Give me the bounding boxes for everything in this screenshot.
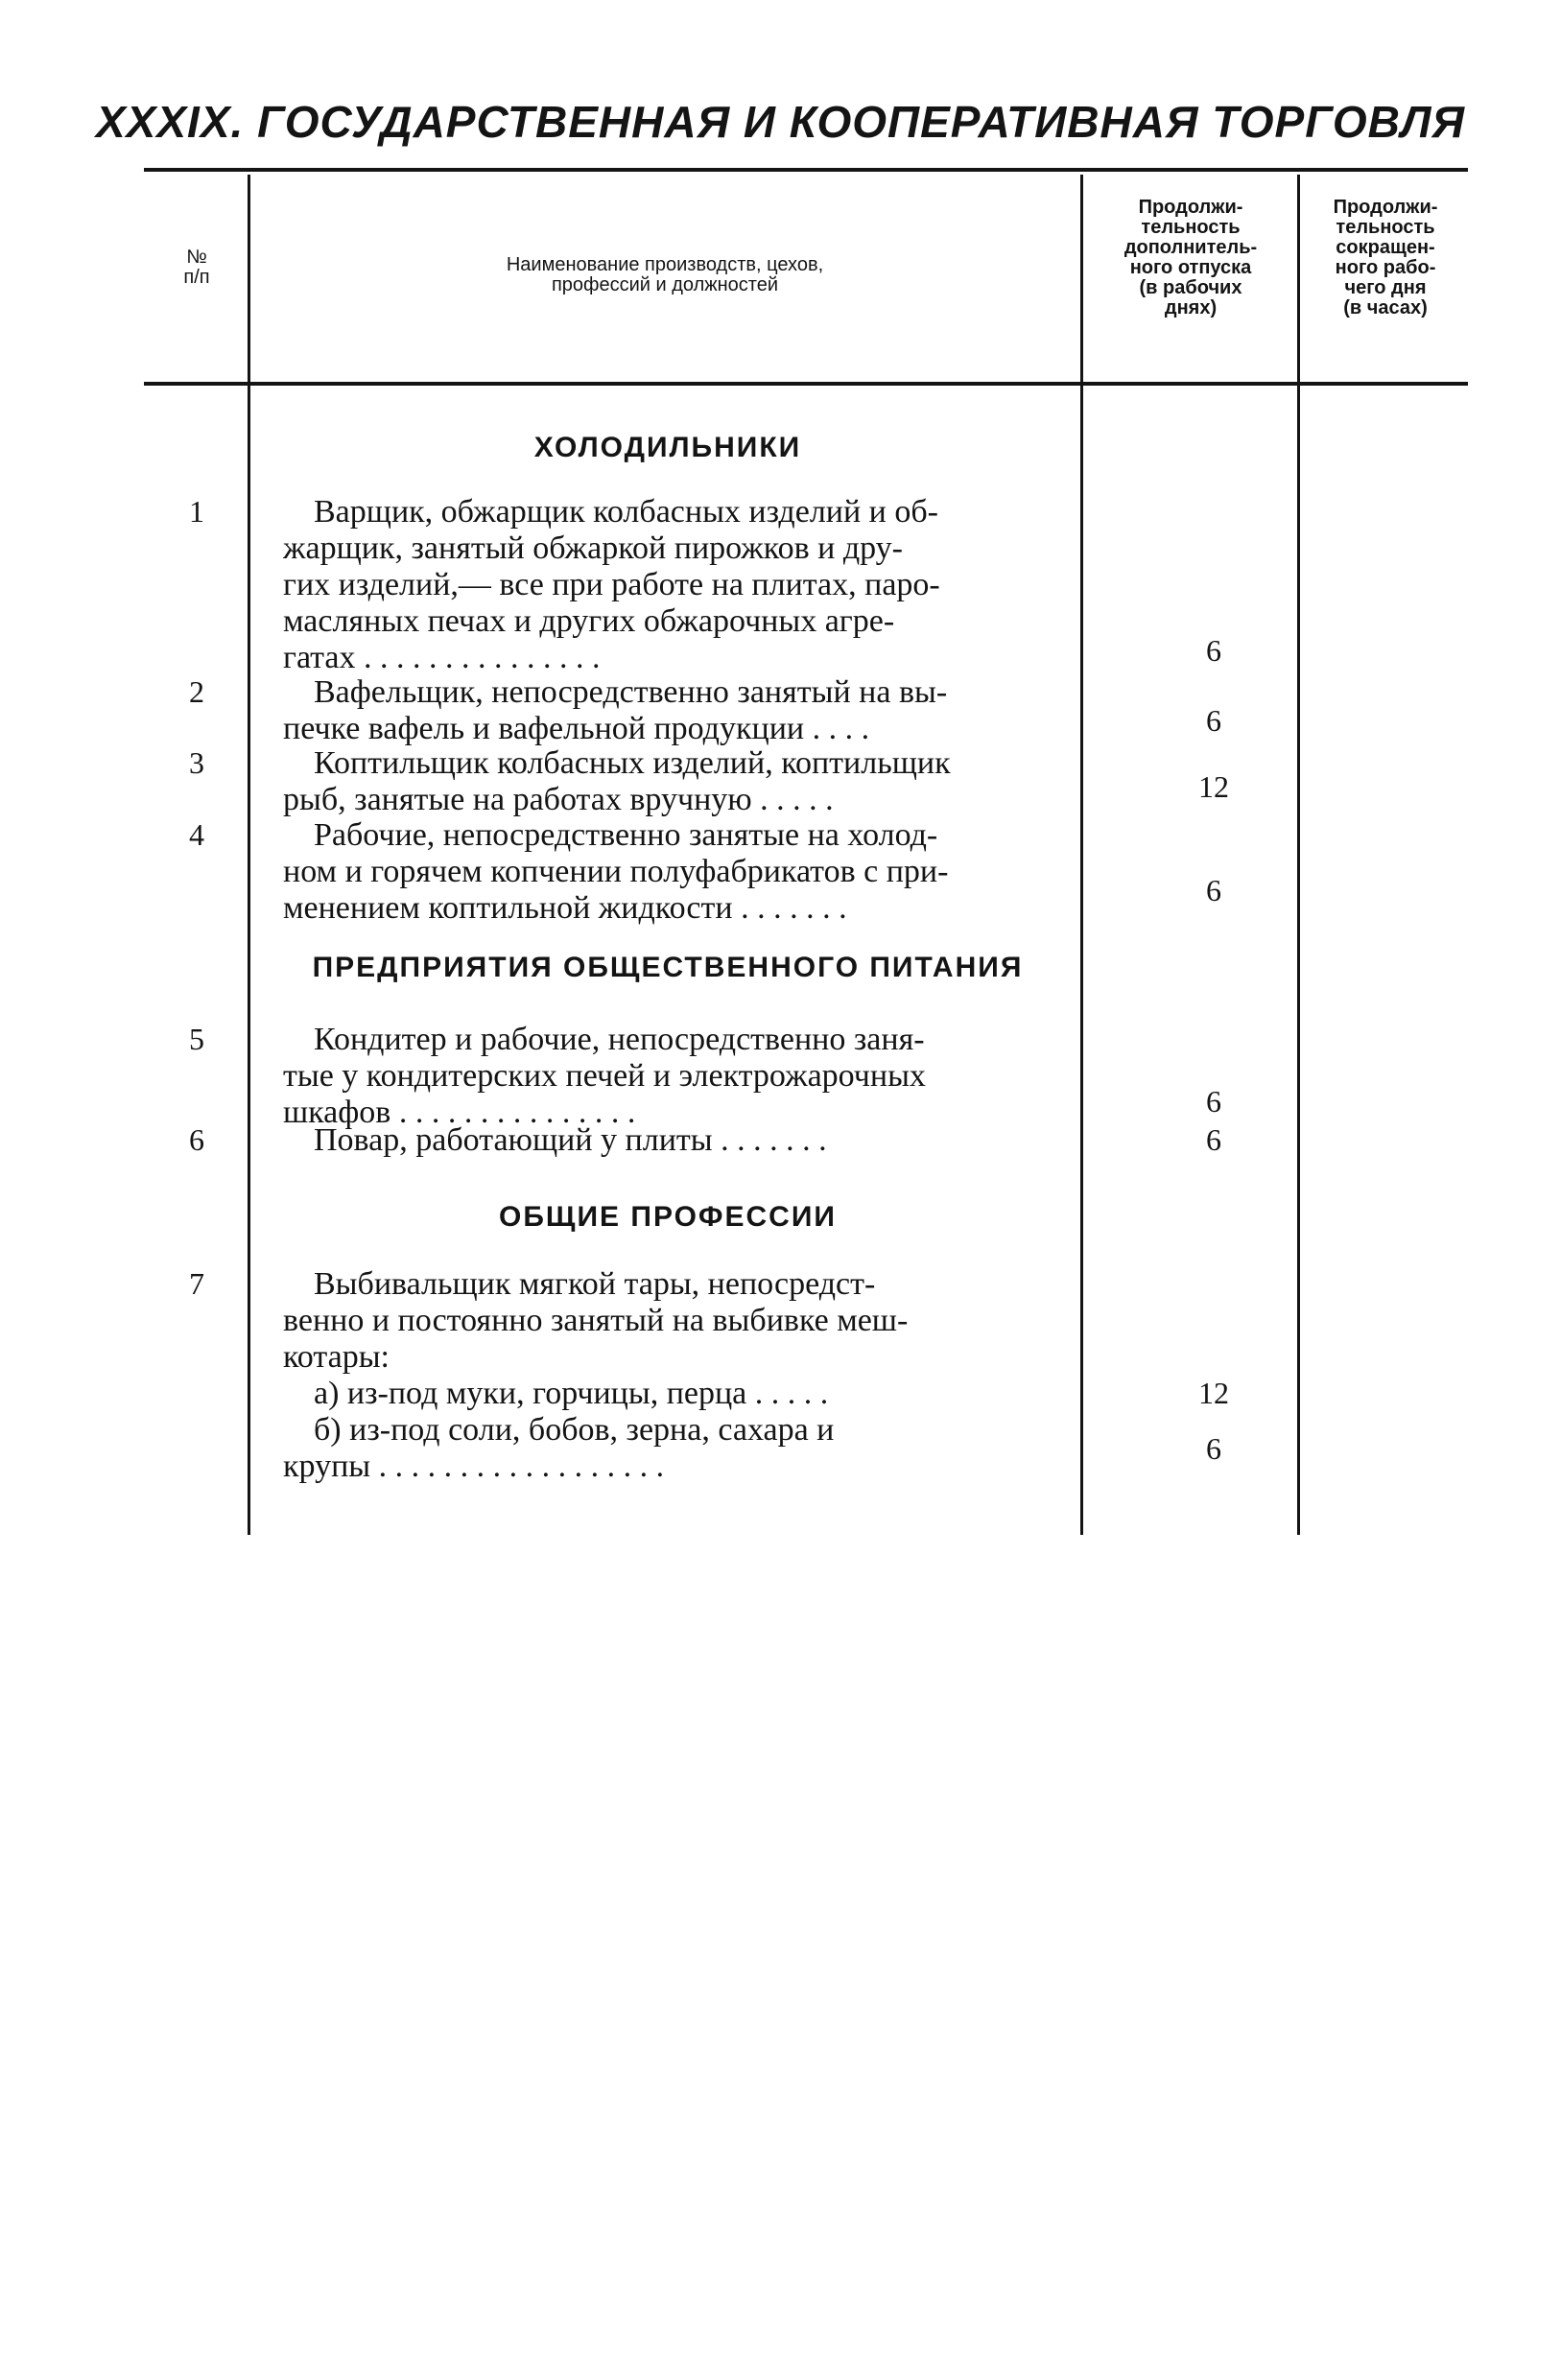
row-number: 2 <box>189 674 204 709</box>
row-description <box>283 1122 1065 1159</box>
column-divider-3 <box>1297 175 1300 1535</box>
desc-line: гих изделий,— все при работе на плитах, паро- <box>283 567 940 602</box>
row-description <box>283 817 1065 927</box>
desc-line: гатах . . . . . . . . . . . . . . . <box>283 640 601 675</box>
column-divider-2 <box>1080 175 1083 1535</box>
desc-line: тые у кондитерских печей и электрожарочных <box>283 1058 926 1094</box>
header-leave-line: тельность <box>1141 217 1241 238</box>
desc-line: венно и постоянно занятый на выбивке меш- <box>283 1303 909 1338</box>
header-number-column <box>144 247 249 288</box>
header-hours-column <box>1301 198 1470 318</box>
row-description <box>283 1022 1065 1131</box>
desc-line: Вафельщик, непосредственно занятый на вы- <box>314 674 948 710</box>
leave-days-value: 6 <box>1206 703 1221 738</box>
row-number: 4 <box>189 817 204 852</box>
header-number-line: п/п <box>183 267 210 288</box>
row-number: 5 <box>189 1022 204 1056</box>
row-description <box>283 674 1065 747</box>
desc-line: Рабочие, непосредственно занятые на холод- <box>314 817 938 853</box>
row-description <box>283 745 1065 818</box>
section-title: ХОЛОДИЛЬНИКИ <box>533 432 802 463</box>
leave-days-value: 6 <box>1206 1122 1221 1157</box>
desc-line: ном и горячем копчении полуфабрикатов с при- <box>283 854 949 889</box>
desc-line: Выбивальщик мягкой тары, непосредст- <box>314 1266 876 1302</box>
desc-line: б) из-под соли, бобов, зерна, сахара и <box>314 1412 835 1448</box>
row-description <box>283 1266 1065 1485</box>
desc-line: жарщик, занятый обжаркой пирожков и дру- <box>283 530 903 566</box>
table-top-rule <box>144 168 1468 172</box>
header-name-column <box>251 255 1078 295</box>
desc-line: печке вафель и вафельной продукции . . . . <box>283 711 870 746</box>
row-number: 1 <box>189 494 204 529</box>
header-hours-line: ного рабо- <box>1335 257 1436 278</box>
header-hours-line: (в часах) <box>1343 297 1428 318</box>
leave-days-value: 12 <box>1198 769 1229 804</box>
header-leave-line: ного отпуска <box>1129 257 1252 278</box>
table-header-rule <box>144 382 1468 386</box>
header-leave-line: днях) <box>1164 297 1218 318</box>
header-leave-line: Продолжи- <box>1138 197 1243 218</box>
leave-days-value-b: 6 <box>1206 1431 1221 1466</box>
desc-line: Коптильщик колбасных изделий, коптильщик <box>314 745 951 781</box>
desc-line: Повар, работающий у плиты . . . . . . . <box>314 1122 827 1158</box>
header-leave-column <box>1084 198 1297 318</box>
leave-days-value: 6 <box>1206 633 1221 668</box>
header-hours-line: сокращен- <box>1336 237 1435 258</box>
row-number: 6 <box>189 1122 204 1157</box>
leave-days-value: 6 <box>1206 1084 1221 1119</box>
row-number: 7 <box>189 1266 204 1301</box>
header-name-line: Наименование производств, цехов, <box>506 254 824 275</box>
page-title: XXXIX. ГОСУДАРСТВЕННАЯ И КООПЕРАТИВНАЯ ТОРГОВЛЯ <box>96 97 1465 147</box>
desc-line: менением коптильной жидкости . . . . . . . <box>283 890 847 926</box>
desc-line: крупы . . . . . . . . . . . . . . . . . . <box>283 1449 665 1484</box>
column-divider-1 <box>248 175 250 1535</box>
desc-line: рыб, занятые на работах вручную . . . . . <box>283 782 834 817</box>
leave-days-value: 6 <box>1206 873 1221 907</box>
desc-line: Кондитер и рабочие, непосредственно заня- <box>314 1022 925 1057</box>
header-hours-line: тельность <box>1336 217 1435 238</box>
header-hours-line: чего дня <box>1344 277 1427 298</box>
desc-line: шкафов . . . . . . . . . . . . . . . <box>283 1095 636 1130</box>
header-number-line: № <box>186 247 207 268</box>
header-leave-line: дополнитель- <box>1123 237 1258 258</box>
section-title: ОБЩИЕ ПРОФЕССИИ <box>499 1201 837 1233</box>
header-name-line: профессий и должностей <box>551 274 779 295</box>
desc-line: а) из-под муки, горчицы, перца . . . . . <box>314 1376 829 1411</box>
desc-line: котары: <box>283 1339 390 1375</box>
leave-days-value-a: 12 <box>1198 1376 1229 1410</box>
row-description <box>283 494 1065 676</box>
desc-line: Варщик, обжарщик колбасных изделий и об- <box>314 494 938 530</box>
section-title: ПРЕДПРИЯТИЯ ОБЩЕСТВЕННОГО ПИТАНИЯ <box>312 952 1024 983</box>
header-leave-line: (в рабочих <box>1139 277 1242 298</box>
header-hours-line: Продолжи- <box>1333 197 1438 218</box>
row-number: 3 <box>189 745 204 780</box>
desc-line: масляных печах и других обжарочных агре- <box>283 603 895 639</box>
